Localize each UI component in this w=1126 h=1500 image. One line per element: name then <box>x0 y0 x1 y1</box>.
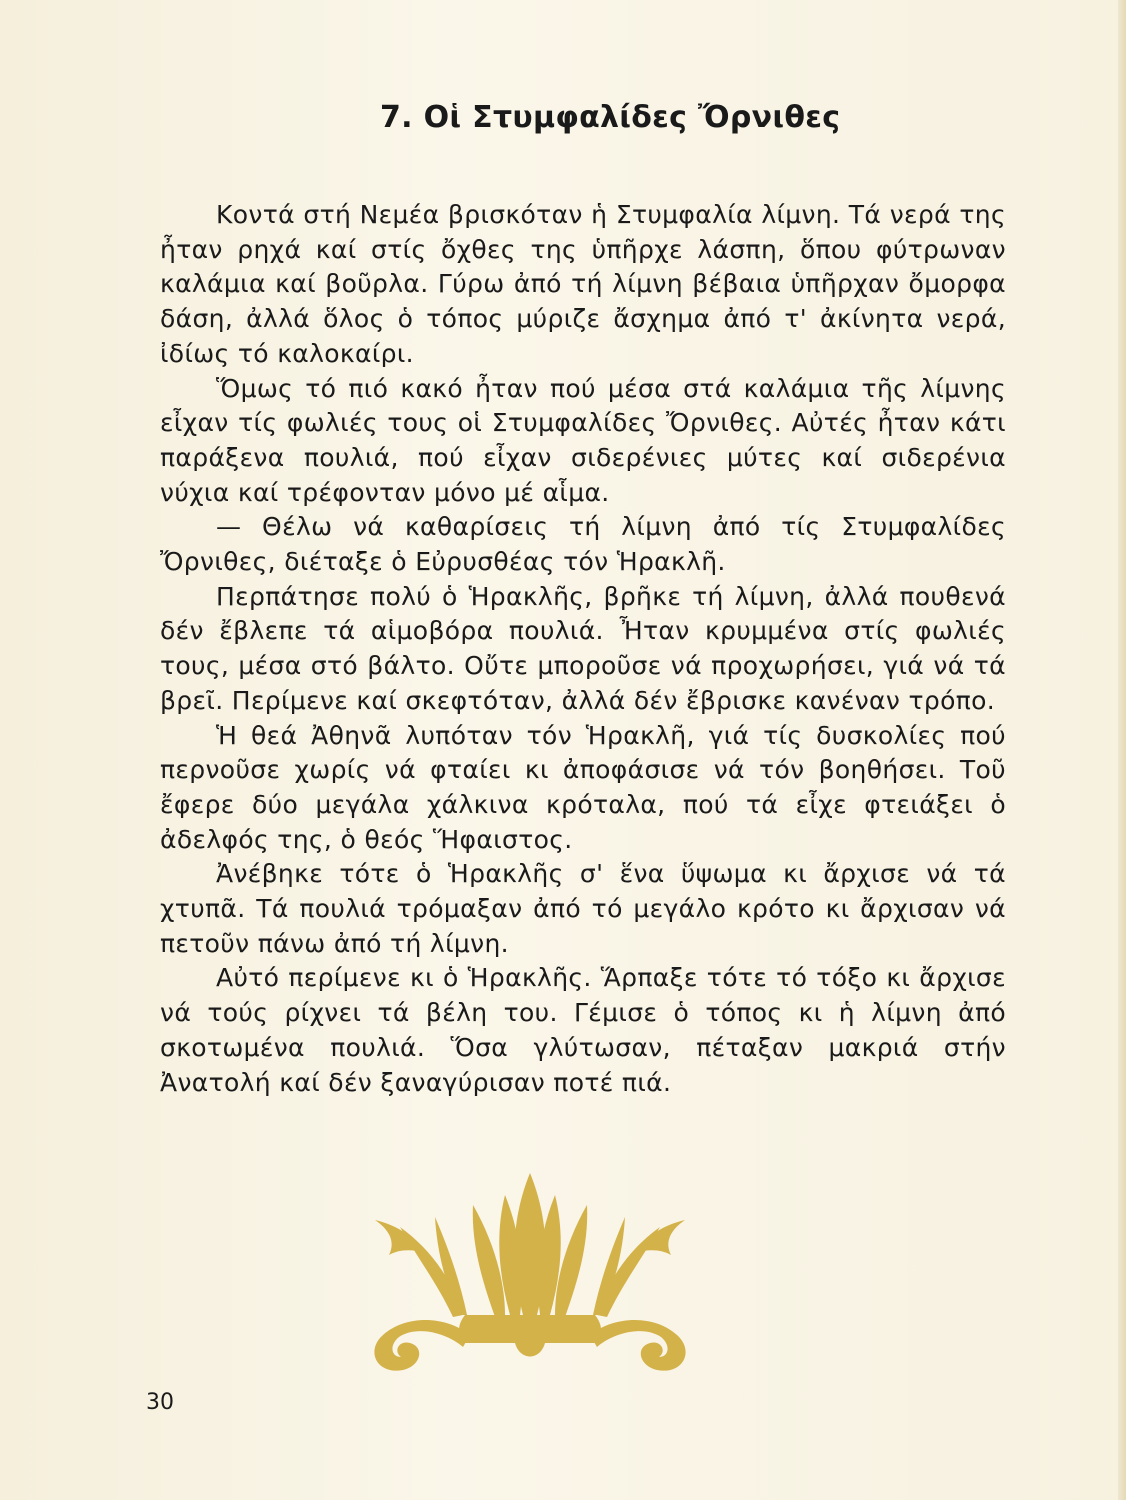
page-number: 30 <box>146 1390 174 1415</box>
paragraph: Αὐτό περίμενε κι ὁ Ἡρακλῆς. Ἅρπαξε τότε τό τόξο κι ἄρχισε νά τούς ρίχνει τά βέλη του. Γέμισε ὁ τόπος κι ἡ λίμνη ἀπό σκοτωμένα πουλιά. Ὅσα γλύτωσαν, πέταξαν μακριά στήν Ἀνατολή καί δέν ξαναγύρισαν ποτέ πιά. <box>160 963 1006 1097</box>
page-edge <box>1118 0 1126 1500</box>
chapter-title: 7. Οἱ Στυμφαλίδες Ὄρνιθες <box>380 100 841 135</box>
paragraph: Κοντά στή Νεμέα βρισκόταν ἡ Στυμφαλία λίμνη. Τά νερά της ἦταν ρηχά καί στίς ὄχθες της ὑπῆρχε λάσπη, ὅπου φύτρωναν καλάμια καί βοῦρλα. Γύρω ἀπό τή λίμνη βέβαια ὑπῆρχαν ὄμορφα δάση, ἀλλά ὅλος ὁ τόπος μύριζε ἄσχημα ἀπό τ' ἀκίνητα νερά, ἰδίως τό καλοκαίρι. <box>160 200 1006 368</box>
paragraph: Ὅμως τό πιό κακό ἦταν πού μέσα στά καλάμια τῆς λίμνης εἶχαν τίς φωλιές τους οἱ Στυμφαλίδες Ὄρνιθες. Αὐτές ἦταν κάτι παράξενα πουλιά, πού εἶχαν σιδερένιες μύτες καί σιδερένια νύχια καί τρέφονταν μόνο μέ αἷμα. <box>160 373 1006 507</box>
chapter-body <box>160 198 1006 1100</box>
paragraph: Περπάτησε πολύ ὁ Ἡρακλῆς, βρῆκε τή λίμνη, ἀλλά πουθενά δέν ἔβλεπε τά αἱμοβόρα πουλιά. Ἦταν κρυμμένα στίς φωλιές τους, μέσα στό βάλτο. Οὔτε μποροῦσε νά προχωρήσει, γιά νά τά βρεῖ. Περίμενε καί σκεφτόταν, ἀλλά δέν ἔβρισκε κανέναν τρόπο. <box>160 581 1006 715</box>
palmette-ornament-icon <box>355 1165 705 1380</box>
paragraph: Ἡ θεά Ἀθηνᾶ λυπόταν τόν Ἡρακλῆ, γιά τίς δυσκολίες πού περνοῦσε χωρίς νά φταίει κι ἀποφάσισε νά τόν βοηθήσει. Τοῦ ἔφερε δύο μεγάλα χάλκινα κρόταλα, πού τά εἶχε φτειάξει ὁ ἀδελφός της, ὁ θεός Ἥφαιστος. <box>160 720 1006 854</box>
paragraph: — Θέλω νά καθαρίσεις τή λίμνη ἀπό τίς Στυμφαλίδες Ὄρνιθες, διέταξε ὁ Εὐρυσθέας τόν Ἡρακλῆ. <box>160 512 1006 577</box>
paragraph: Ἀνέβηκε τότε ὁ Ἡρακλῆς σ' ἕνα ὕψωμα κι ἄρχισε νά τά χτυπᾶ. Τά πουλιά τρόμαξαν ἀπό τό μεγάλο κρότο κι ἄρχισαν νά πετοῦν πάνω ἀπό τή λίμνη. <box>160 859 1006 958</box>
